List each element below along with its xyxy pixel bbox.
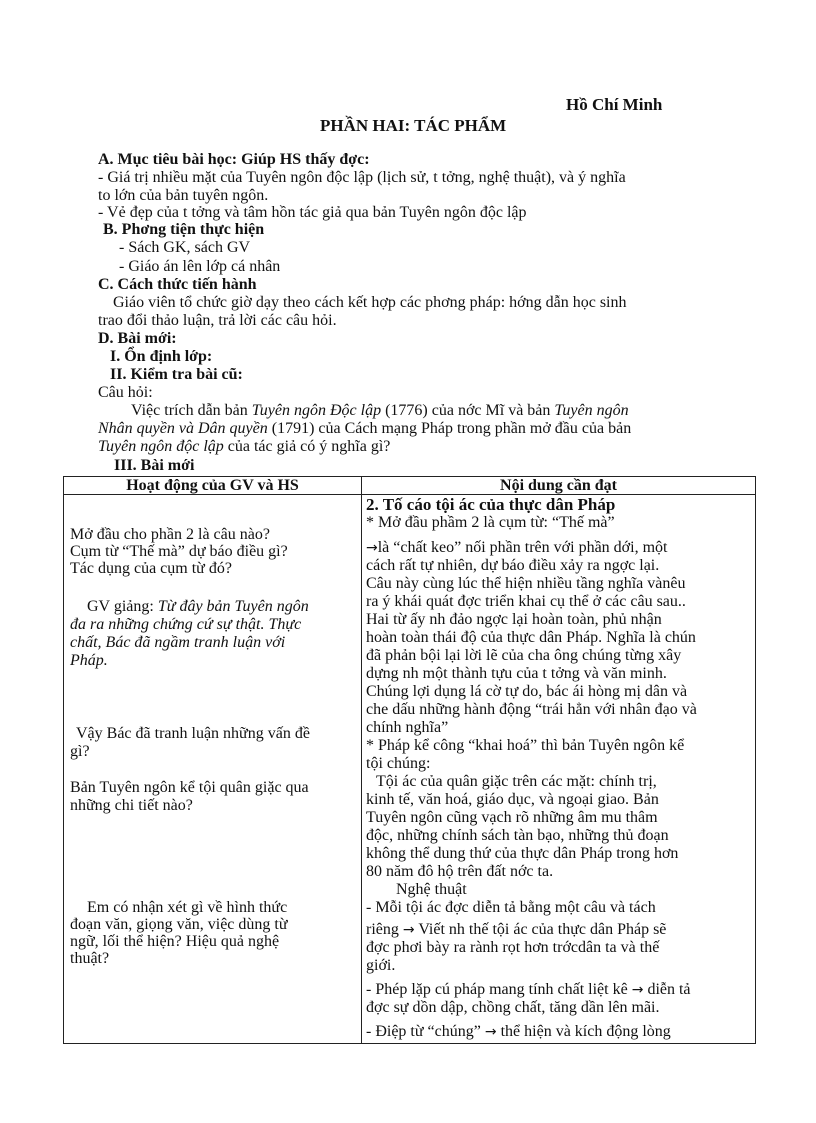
content-line: đã phản bội lại lời lẽ của cha ông chúng từng xây: [366, 647, 682, 664]
arrow-right-icon: →: [366, 540, 378, 556]
teacher-question: Bản Tuyên ngôn kể tội quân giặc qua: [70, 779, 309, 796]
content-line: * Mở đầu phầm 2 là cụm từ: “Thế mà”: [366, 514, 615, 531]
content-line: Tuyên ngôn cũng vạch rõ những âm mu thâm: [366, 809, 658, 826]
section-a-line: - Giá trị nhiều mặt của Tuyên ngôn độc lập (lịch sử, t tởng, nghệ thuật), và ý nghĩa: [98, 169, 626, 186]
content-line: - Điệp từ “chúng” → thể hiện và kích động lòng: [366, 1023, 671, 1040]
question-label: Câu hỏi:: [98, 384, 153, 401]
section-c-heading: C. Cách thức tiến hành: [98, 276, 257, 293]
content-line: cách rất tự nhiên, dự báo điều xảy ra ngợc lại.: [366, 557, 660, 574]
section-a-line: to lớn của bản tuyên ngôn.: [98, 187, 269, 204]
content-line: Chúng lợi dụng lá cờ tự do, bác ái hòng mị dân và: [366, 683, 688, 700]
table-row: [64, 495, 756, 1044]
section-c-line: Giáo viên tổ chức giờ dạy theo cách kết hợp các phơng pháp: hớng dẫn học sinh: [113, 294, 627, 311]
arrow-right-icon: →: [484, 1024, 497, 1040]
content-line: chính nghĩa”: [366, 719, 449, 736]
content-line: tội chúng:: [366, 755, 431, 772]
content-line: đợc phơi bày ra rành rọt hơn trớcdân ta và thế: [366, 939, 660, 956]
content-line: không thể dung thứ của thực dân Pháp trong hơn: [366, 845, 679, 862]
teacher-question: Cụm từ “Thế mà” dự báo điều gì?: [70, 543, 288, 560]
section-d-sub: I. Ổn định lớp:: [110, 348, 213, 365]
section-c-line: trao đổi thảo luận, trả lời các câu hỏi.: [98, 312, 337, 329]
question-line: Tuyên ngôn độc lập của tác giả có ý nghĩa gì?: [98, 438, 391, 455]
content-line: Tội ác của quân giặc trên các mặt: chính trị,: [376, 773, 657, 790]
section-b-item: - Giáo án lên lớp cá nhân: [119, 258, 281, 275]
content-line: che dấu những hành động “trái hẳn với nhân đạo và: [366, 701, 697, 718]
table-header-row: [64, 477, 756, 495]
teacher-question: Mở đầu cho phần 2 là câu nào?: [70, 526, 270, 543]
question-line: Nhân quyền và Dân quyền (1791) của Cách mạng Pháp trong phần mở đầu của bản: [98, 420, 632, 437]
part-title: PHẦN HAI: TÁC PHẨM: [320, 116, 507, 135]
teacher-question: Vậy Bác đã tranh luận những vấn đề: [76, 725, 310, 742]
content-line: ra ý khái quát đợc triển khai cụ thể ở các câu sau..: [366, 593, 686, 610]
content-line: hoàn toàn thái độ của thực dân Pháp. Nghĩa là chún: [366, 629, 696, 646]
content-subheading: Nghệ thuật: [396, 881, 467, 898]
teacher-question: những chi tiết nào?: [70, 797, 193, 814]
teacher-question: ngữ, lối thể hiện? Hiệu quả nghệ: [70, 933, 280, 950]
teacher-question: Tác dụng của cụm từ đó?: [70, 560, 232, 577]
teacher-question: thuật?: [70, 950, 110, 967]
content-cell: [362, 495, 756, 1044]
section-a-line: - Vẻ đẹp của t tởng và tâm hồn tác giả qua bản Tuyên ngôn độc lập: [98, 204, 527, 221]
content-line: độc, những chính sách tàn bạo, những thủ đoạn: [366, 827, 669, 844]
content-line: kinh tế, văn hoá, giáo dục, và ngoại giao. Bản: [366, 791, 659, 808]
content-heading: 2. Tố cáo tội ác của thực dân Pháp: [366, 495, 616, 514]
content-line: dựng nh một thành tựu của t tởng và văn minh.: [366, 665, 667, 682]
teacher-lecture: Pháp.: [70, 652, 108, 669]
section-d-heading: D. Bài mới:: [98, 330, 177, 347]
content-line: →là “chất keo” nối phần trên với phần dới, một: [366, 539, 668, 556]
col-activity-header: Hoạt động của GV và HS: [64, 477, 362, 495]
teacher-lecture: đa ra những chứng cứ sự thật. Thực: [70, 616, 302, 633]
activity-cell: [64, 495, 362, 1044]
teacher-question: đoạn văn, giọng văn, việc dùng từ: [70, 916, 288, 933]
teacher-lecture: GV giảng: Từ đây bản Tuyên ngôn: [87, 598, 309, 615]
content-line: - Mỗi tội ác đợc diễn tả bằng một câu và tách: [366, 899, 656, 916]
question-line: Việc trích dẫn bản Tuyên ngôn Độc lập (1776) của nớc Mĩ và bản Tuyên ngôn: [131, 402, 629, 419]
section-d-sub: III. Bài mới: [114, 457, 195, 474]
content-line: 80 năm đô hộ trên đất nớc ta.: [366, 863, 554, 880]
section-b-heading: B. Phơng tiện thực hiện: [103, 221, 265, 238]
author-name: Hồ Chí Minh: [566, 95, 663, 114]
teacher-question: gì?: [70, 743, 90, 760]
section-d-sub: II. Kiểm tra bài cũ:: [110, 366, 243, 383]
content-line: - Phép lặp cú pháp mang tính chất liệt kê → diễn tả: [366, 981, 691, 998]
content-line: riêng → Viết nh thế tội ác của thực dân Pháp sẽ: [366, 921, 667, 938]
section-a-heading: A. Mục tiêu bài học: Giúp HS thấy đợc:: [98, 151, 370, 168]
content-line: Hai từ ấy nh đảo ngợc lại hoàn toàn, phủ nhận: [366, 611, 662, 628]
content-line: giới.: [366, 957, 396, 974]
lesson-table: [63, 476, 756, 1044]
col-content-header: Nội dung cần đạt: [362, 477, 756, 495]
section-b-item: - Sách GK, sách GV: [119, 239, 251, 256]
teacher-question: Em có nhận xét gì về hình thức: [87, 899, 288, 916]
content-line: * Pháp kể công “khai hoá” thì bản Tuyên ngôn kể: [366, 737, 685, 754]
arrow-right-icon: →: [631, 982, 644, 998]
arrow-right-icon: →: [402, 922, 415, 938]
teacher-lecture: chất, Bác đã ngầm tranh luận với: [70, 634, 286, 651]
content-line: đợc sự dồn dập, chồng chất, tăng dần lên mãi.: [366, 999, 660, 1016]
content-line: Câu này cùng lúc thể hiện nhiều tầng nghĩa vànêu: [366, 575, 686, 592]
